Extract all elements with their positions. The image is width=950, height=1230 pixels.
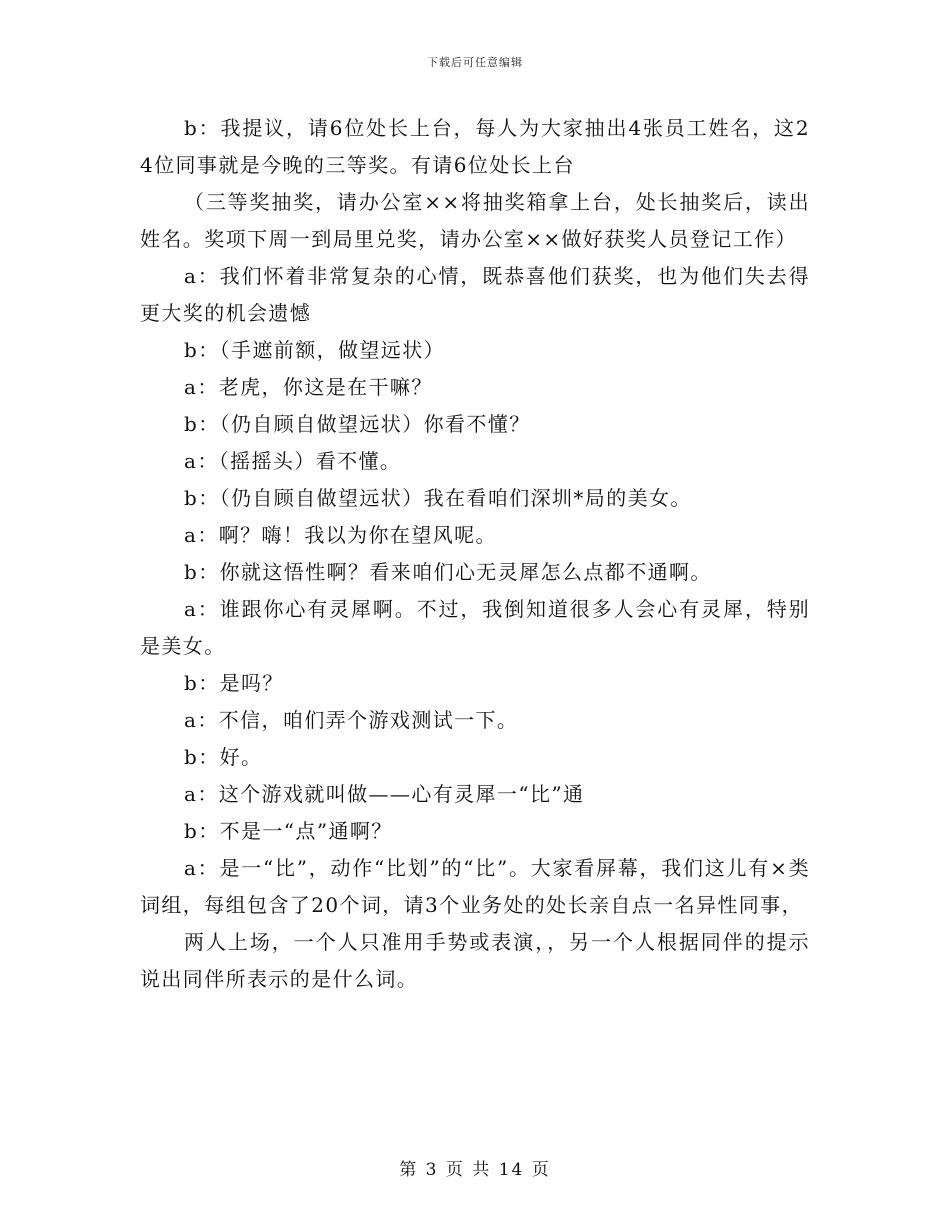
paragraph: a：（摇摇头）看不懂。 bbox=[184, 449, 402, 473]
paragraph: b：（手遮前额，做望远状） bbox=[184, 338, 446, 362]
paragraph: （三等奖抽奖，请办公室××将抽奖箱拿上台，处长抽奖后，读出姓名。奖项下周一到局里兑奖，请办公室××做好获奖人员登记工作） bbox=[140, 190, 810, 251]
paragraph: a：谁跟你心有灵犀啊。不过，我倒知道很多人会心有灵犀，特别是美女。 bbox=[140, 597, 810, 658]
paragraph: 两人上场，一个人只准用手势或表演，，另一个人根据同伴的提示说出同伴所表示的是什么词。 bbox=[140, 930, 810, 991]
paragraph: b：你就这悟性啊？看来咱们心无灵犀怎么点都不通啊。 bbox=[184, 560, 712, 584]
paragraph: b：好。 bbox=[184, 745, 263, 769]
document-body bbox=[140, 110, 810, 998]
paragraph: b：我提议，请6位处长上台，每人为大家抽出4张员工姓名，这24位同事就是今晚的三等奖。有请6位处长上台 bbox=[140, 116, 810, 177]
page-number: 第 3 页 共 14 页 bbox=[399, 1160, 551, 1180]
paragraph: a：不信，咱们弄个游戏测试一下。 bbox=[184, 708, 519, 732]
paragraph: a：是一“比”，动作“比划”的“比”。大家看屏幕，我们这儿有×类词组，每组包含了20个词，请3个业务处的处长亲自点一名异性同事， bbox=[140, 856, 810, 917]
paragraph: b：是吗？ bbox=[184, 671, 284, 695]
paragraph: a：啊？嗨！我以为你在望风呢。 bbox=[184, 523, 497, 547]
page-header-note: 下载后可任意编辑 bbox=[427, 56, 523, 69]
paragraph: b：不是一“点”通啊？ bbox=[184, 819, 393, 843]
paragraph: b：（仍自顾自做望远状）我在看咱们深圳*局的美女。 bbox=[184, 486, 692, 510]
paragraph: b：（仍自顾自做望远状）你看不懂？ bbox=[184, 412, 531, 436]
paragraph: a：这个游戏就叫做——心有灵犀一“比”通 bbox=[184, 782, 585, 806]
paragraph: a：老虎，你这是在干嘛？ bbox=[184, 375, 433, 399]
paragraph: a：我们怀着非常复杂的心情，既恭喜他们获奖，也为他们失去得更大奖的机会遗憾 bbox=[140, 264, 810, 325]
